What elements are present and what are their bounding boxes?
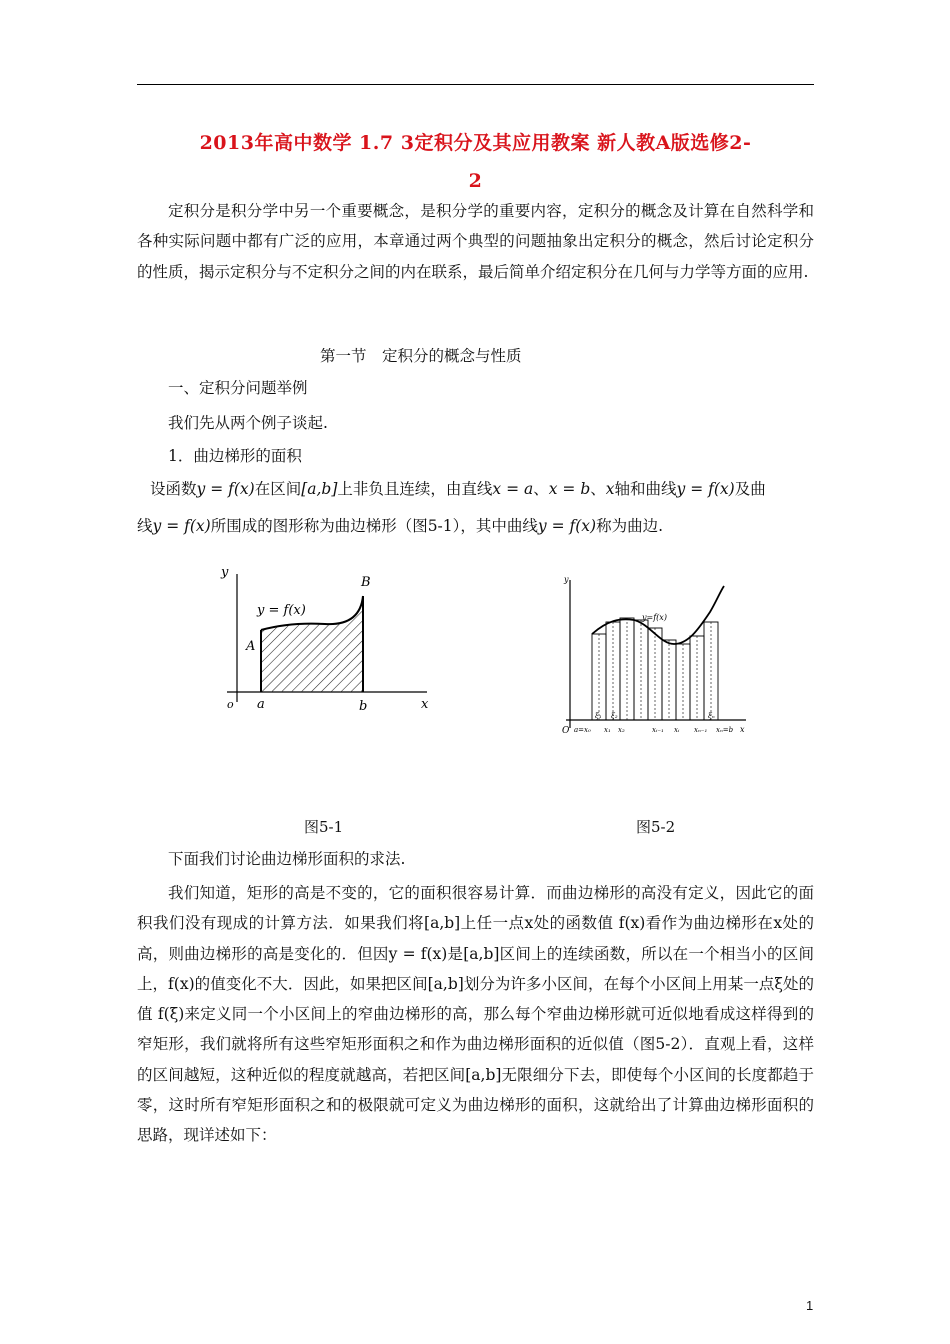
title-line-2: 2 [468,170,483,192]
x0-label: a=x₀ [574,726,591,734]
x-label: x [740,725,745,734]
def-math: [a,b] [301,480,338,498]
xn-minus-1-label: xₙ₋₁ [694,726,708,734]
definition-line-1 [150,479,766,499]
def-text: 在区间 [254,480,302,498]
def-math: y = f(x) [676,480,735,498]
def-text: 及曲 [734,480,766,498]
subsection-heading: 一、定积分问题举例 [168,379,308,397]
discussion-lead: 下面我们讨论曲边梯形面积的求法. [168,850,406,868]
definition-line-2 [137,516,663,536]
title-line-1: 2013年高中数学 1.7 3定积分及其应用教案 新人教A版选修2- [199,132,752,154]
def-text: 、 [590,480,606,498]
point-B-label: B [361,575,371,590]
x2-label: x₂ [618,726,625,734]
origin-label: O [562,726,570,736]
xi-label: xᵢ [674,726,680,734]
intro-paragraph: 定积分是积分学中另一个重要概念，是积分学的重要内容，定积分的概念及计算在自然科学和各种实际问题中都有广泛的应用，本章通过两个典型的问题抽象出定积分的概念，然后讨论定积分的性质，揭示定积分与不定积分之间的内在联系，最后简单介绍定积分在几何与力学等方面的应用. [137,202,814,281]
item-1-heading: 1．曲边梯形的面积 [168,447,302,465]
def-text: 轴和曲线 [614,480,677,498]
discussion-paragraph: 我们知道，矩形的高是不变的，它的面积很容易计算．而曲边梯形的高没有定义，因此它的面积我们没有现成的计算方法．如果我们将[a,b]上任一点x处的函数值 f(x)看作为曲边梯形在x处的高，则曲边梯形的高是变化的．但因y = f(x)是[a,b]区间上的连续函数，所以在一个相当小的区间上，f(x)的值变化不大．因此，如果把区间[a,b]划分为许多小区间，在每个小区间上用某一点ξ处的值 f(ξ)来定义同一个小区间上的窄曲边梯形的高，那么每个窄曲边梯形就可近似地看成这样得到的窄矩形，我们就将所有这些窄矩形面积之和作为曲边梯形面积的近似值（图5-2）．直观上看，这样的区间越短，这种近似的程度就越高，若把区间[a,b]无限细分下去，即使每个小区间的长度都趋于零，这时所有窄矩形面积之和的极限就可定义为曲边梯形的面积，这就给出了计算曲边梯形面积的思路，现详述如下： [137,884,815,1145]
def-text: 线 [137,517,153,535]
x1-label: x₁ [604,726,611,734]
def-math: x = a [492,480,534,498]
figure-5-1-caption: 图5-1 [304,818,344,836]
y-label: y [221,565,229,580]
origin-label: o [227,698,234,711]
document-title [137,124,814,200]
point-A-label: A [246,639,256,654]
xi2-label: ξ₂ [611,712,618,720]
figure-5-1 [215,560,440,720]
def-text: 、 [533,480,549,498]
xin-label: ξₙ [708,712,715,720]
def-math: x = b [548,480,591,498]
xi-minus-1-label: xᵢ₋₁ [652,726,664,734]
a-label: a [257,697,265,712]
lead-sentence: 我们先从两个例子谈起. [168,414,328,432]
x-label: x [421,697,429,712]
xi1-label: ξ₁ [595,712,602,720]
def-math: x [605,480,615,498]
b-label: b [359,699,368,714]
def-text: 上非负且连续，由直线 [337,480,493,498]
def-math: y = f(x) [537,517,597,535]
section-heading: 第一节 定积分的概念与性质 [320,347,522,365]
curve-label: y = f(x) [257,603,306,618]
def-text: 称为曲边. [596,517,664,535]
def-text: 所围成的图形称为曲边梯形（图5-1），其中曲线 [210,517,538,535]
figure-5-2 [560,572,755,737]
curve-label: y=f(x) [642,613,667,622]
page-number: 1 [806,1298,814,1313]
riemann-rect [620,618,634,720]
xn-label: xₙ=b [716,726,734,734]
y-label: y [564,575,569,584]
def-math: y = f(x) [152,517,211,535]
figure-5-2-caption: 图5-2 [636,818,676,836]
def-math: y = f(x) [196,480,255,498]
header-rule [137,84,814,85]
def-text: 设函数 [150,480,197,498]
